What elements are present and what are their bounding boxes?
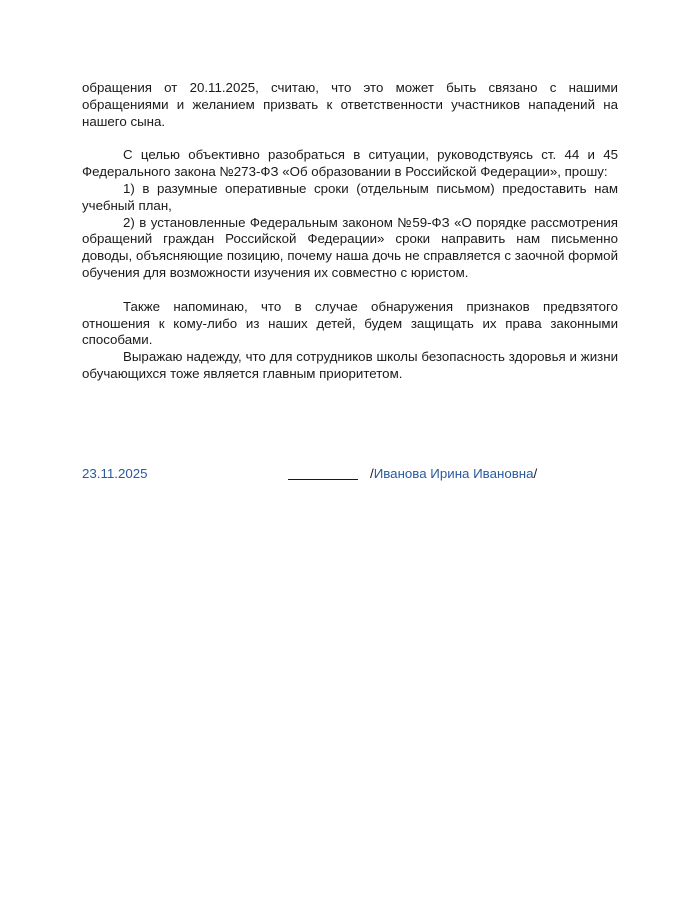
signature-date: 23.11.2025 bbox=[82, 466, 148, 481]
signature-line bbox=[288, 479, 358, 480]
paragraph-request: С целью объективно разобраться в ситуации, руководствуясь ст. 44 и 45 Федерального закона №273-ФЗ «Об образовании в Российской Федерации», прошу: bbox=[82, 147, 618, 180]
paragraph-intro: обращения от 20.11.2025, считаю, что это может быть связано с нашими обращениями и желанием призвать к ответственности участников нападений на нашего сына. bbox=[82, 80, 618, 129]
signer-name: Иванова Ирина Ивановна bbox=[373, 466, 534, 481]
paragraph-hope: Выражаю надежду, что для сотрудников школы безопасность здоровья и жизни обучающихся тоже является главным приоритетом. bbox=[82, 349, 618, 381]
signer-name-field bbox=[370, 466, 537, 481]
slash-close: / bbox=[533, 466, 538, 481]
spacer bbox=[82, 282, 618, 299]
paragraph-reminder: Также напоминаю, что в случае обнаружения признаков предвзятого отношения к кому-либо из наших детей, будем защищать их права законными способами. bbox=[82, 298, 618, 348]
document-body bbox=[82, 80, 618, 383]
slash-open: / bbox=[370, 466, 374, 481]
signature-block bbox=[82, 466, 622, 484]
spacer bbox=[82, 130, 618, 147]
paragraph-item-1: 1) в разумные оперативные сроки (отдельным письмом) предоставить нам учебный план, bbox=[82, 180, 618, 213]
paragraph-item-2: 2) в установленные Федеральным законом №59-ФЗ «О порядке рассмотрения обращений граждан Российской Федерации» сроки направить нам письменно доводы, объясняющие позицию, почему наша дочь не справляется с заочной формой обучения для возможности изучения их совместно с юристом. bbox=[82, 214, 618, 280]
